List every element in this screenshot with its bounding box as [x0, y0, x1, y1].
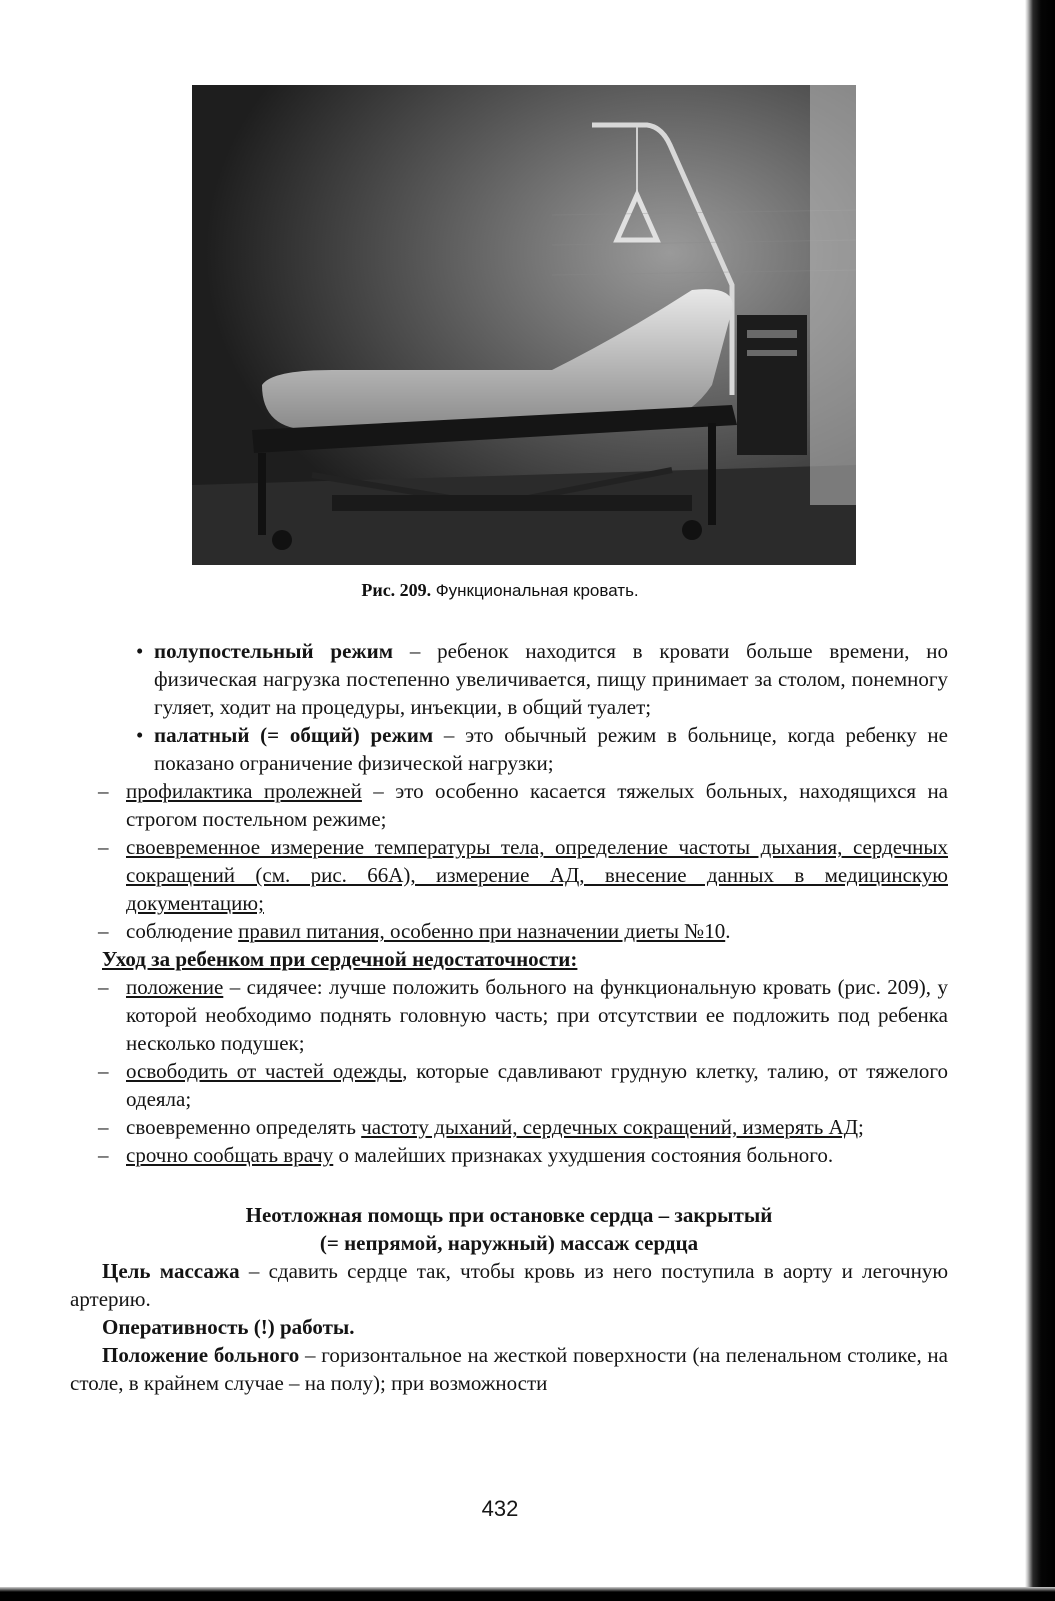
bullet-marker: • [136, 639, 144, 663]
underlined-phrase: правил питания, особенно при назначении диеты №10 [238, 919, 726, 943]
underlined-phrase: освободить от частей одежды [126, 1059, 403, 1083]
underlined-phrase: своевременное измерение температуры тела, определение частоты дыхания, сердечных сокращений (см. рис. 66А), измерение АД, внесение данных в медицинскую документацию; [126, 835, 948, 915]
item-text: – ребенок находится в кровати больше времени, но физическая нагрузка постепенно увеличивается, пищу принимает за столом, понемногу гуляет, ходит на процедуры, инъекции, в общий туалет; [154, 639, 948, 719]
dash-marker: – [98, 919, 109, 943]
list-item-semi-bed-regime [70, 637, 948, 721]
item-text: – это обычный режим в больнице, когда ребенку не показано ограничение физической нагрузки; [154, 723, 948, 775]
term: полупостельный режим [154, 639, 394, 663]
list-item-ward-regime [70, 721, 948, 777]
item-text: соблюдение [126, 919, 239, 943]
paragraph-promptness [70, 1313, 948, 1341]
paragraph-massage-goal [70, 1257, 948, 1313]
section-title-line: Неотложная помощь при остановке сердца – закрытый [245, 1203, 773, 1227]
underlined-phrase: положение [126, 975, 224, 999]
bullet-marker: • [136, 723, 144, 747]
item-text: – это особенно касается тяжелых больных, находящихся на строгом постельном режиме; [126, 779, 949, 831]
section-title-line: (= непрямой, наружный) массаж сердца [319, 1231, 699, 1255]
list-item-position [70, 973, 948, 1057]
list-item-clothing [70, 1057, 948, 1113]
paragraph-text: – горизонтальное на жесткой поверхности (на пеленальном столике, на столе, в крайнем случае – на полу); при возможности [70, 1343, 948, 1395]
paragraph-text: – сдавить сердце так, чтобы кровь из него поступила в аорту и легочную артерию. [70, 1259, 949, 1311]
scan-edge-right [997, 0, 1055, 1601]
item-text: – сидячее: лучше положить больного на функциональную кровать (рис. 209), у которой необходимо поднять головную часть; при отсутствии ее подложить под ребенка несколько подушек; [126, 975, 948, 1055]
term: палатный (= общий) режим [154, 723, 434, 747]
page-body [70, 637, 948, 1397]
scan-edge-bottom [0, 1587, 1055, 1601]
item-text: ; [858, 1115, 864, 1139]
underlined-phrase: профилактика пролежней [126, 779, 362, 803]
dash-marker: – [98, 1115, 109, 1139]
page-number: 432 [481, 1496, 519, 1521]
list-item-measurements [70, 833, 948, 917]
underlined-phrase: срочно сообщать врачу [126, 1143, 334, 1167]
dash-marker: – [98, 975, 109, 999]
figure-label: Рис. 209. [361, 580, 432, 600]
dash-marker: – [98, 1059, 109, 1083]
dash-marker: – [98, 1143, 109, 1167]
underlined-phrase: частоту дыханий, сердечных сокращений, измерять АД [361, 1115, 859, 1139]
item-text: своевременно определять [126, 1115, 362, 1139]
item-text: о малейших признаках ухудшения состояния больного. [333, 1143, 834, 1167]
list-item-vitals [70, 1113, 948, 1141]
figure-caption [0, 580, 1000, 601]
paragraph-patient-position [70, 1341, 948, 1397]
functional-bed-photo [192, 85, 856, 565]
item-text: , которые сдавливают грудную клетку, талию, от тяжелого одеяла; [126, 1059, 948, 1111]
item-text: . [725, 919, 731, 943]
section-title [70, 1201, 948, 1257]
dash-marker: – [98, 835, 109, 859]
term: Оперативность (!) работы. [102, 1315, 355, 1339]
list-item-nutrition [70, 917, 948, 945]
care-heading: Уход за ребенком при сердечной недостаточности: [102, 947, 578, 971]
term: Положение больного [102, 1343, 300, 1367]
figure-title: Функциональная кровать. [435, 581, 639, 600]
list-item-notify-doctor [70, 1141, 948, 1169]
term: Цель массажа [102, 1259, 240, 1283]
dash-marker: – [98, 779, 109, 803]
list-item-bedsore-prevention [70, 777, 948, 833]
